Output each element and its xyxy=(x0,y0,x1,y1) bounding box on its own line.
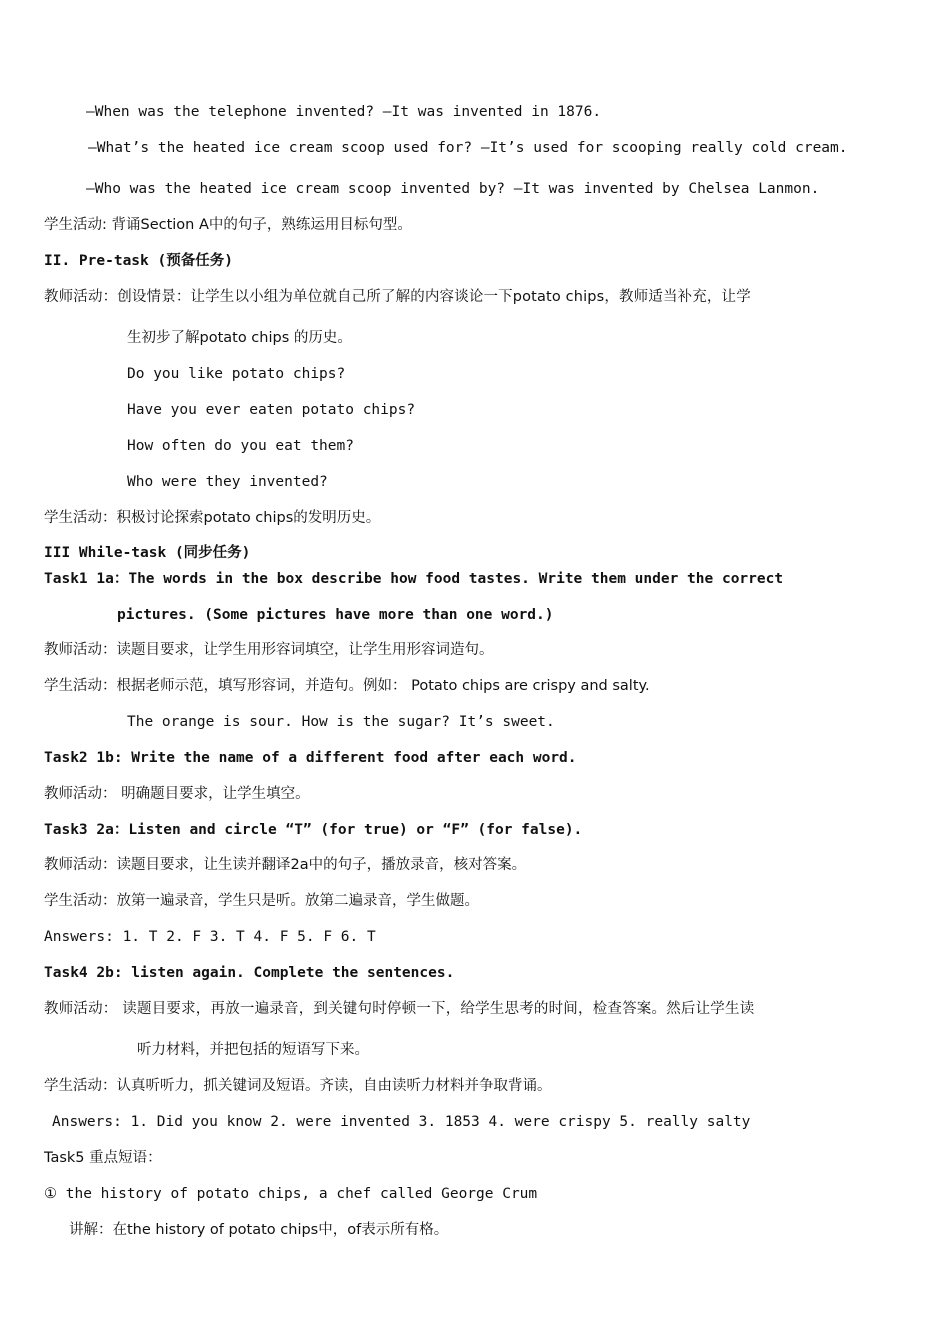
task5-heading: Task5 重点短语： xyxy=(44,1150,162,1166)
teacher-activity-situation: 教师活动：创设情景：让学生以小组为单位就自己所了解的内容谈论一下potato chips，教师适当补充，让学 xyxy=(44,289,751,305)
student-activity-task1: 学生活动：根据老师示范，填写形容词，并造句。例如： Potato chips are crispy and salty. xyxy=(44,678,650,694)
student-activity-task1-example: The orange is sour. How is the sugar? It’s sweet. xyxy=(127,714,555,730)
question-like-chips: Do you like potato chips? xyxy=(127,366,346,382)
question-who-invented: Who were they invented? xyxy=(127,474,328,490)
teacher-activity-task4: 教师活动： 读题目要求，再放一遍录音，到关键句时停顿一下，给学生思考的时间，检查答案。然后让学生读 xyxy=(44,1001,755,1017)
teacher-activity-task2: 教师活动： 明确题目要求，让学生填空。 xyxy=(44,786,310,802)
example-sentence-scoop-use: —What’s the heated ice cream scoop used for? —It’s used for scooping really cold cream. xyxy=(88,140,848,156)
task3-answers: Answers: 1. T 2. F 3. T 4. F 5. F 6. T xyxy=(44,929,376,945)
student-activity-discuss: 学生活动：积极讨论探索potato chips的发明历史。 xyxy=(44,510,381,526)
task1-heading: Task1 1a：The words in the box describe how food tastes. Write them under the correct xyxy=(44,571,784,587)
section-heading-pre-task: II. Pre-task (预备任务) xyxy=(44,253,233,269)
example-sentence-scoop-inventor: —Who was the heated ice cream scoop invented by? —It was invented by Chelsea Lanmon. xyxy=(86,181,820,197)
teacher-activity-task1: 教师活动：读题目要求，让学生用形容词填空，让学生用形容词造句。 xyxy=(44,642,494,658)
teacher-activity-task3: 教师活动：读题目要求，让生读并翻译2a中的句子，播放录音，核对答案。 xyxy=(44,857,527,873)
teacher-activity-situation-cont: 生初步了解potato chips 的历史。 xyxy=(127,330,352,346)
key-phrase-1: ① the history of potato chips, a chef called George Crum xyxy=(44,1186,538,1202)
teacher-activity-task4-cont: 听力材料，并把包括的短语写下来。 xyxy=(137,1042,369,1058)
task4-answers: Answers: 1. Did you know 2. were invented 3. 1853 4. were crispy 5. really salty xyxy=(52,1114,751,1130)
task3-heading: Task3 2a：Listen and circle “T” (for true) or “F” (for false). xyxy=(44,822,583,838)
student-activity-recite: 学生活动: 背诵Section A中的句子，熟练运用目标句型。 xyxy=(44,217,412,233)
task2-heading: Task2 1b: Write the name of a different food after each word. xyxy=(44,750,577,766)
task1-heading-cont: pictures. (Some pictures have more than one word.) xyxy=(117,607,554,623)
section-heading-while-task: III While-task (同步任务) xyxy=(44,545,251,561)
student-activity-task3: 学生活动：放第一遍录音，学生只是听。放第二遍录音，学生做题。 xyxy=(44,893,479,909)
task4-heading: Task4 2b: listen again. Complete the sentences. xyxy=(44,965,455,981)
student-activity-task4: 学生活动：认真听听力，抓关键词及短语。齐读，自由读听力材料并争取背诵。 xyxy=(44,1078,552,1094)
question-eaten-chips: Have you ever eaten potato chips? xyxy=(127,402,416,418)
key-phrase-1-explanation: 讲解：在the history of potato chips中，of表示所有格。 xyxy=(69,1222,449,1238)
question-how-often: How often do you eat them? xyxy=(127,438,354,454)
example-sentence-telephone: —When was the telephone invented? —It was invented in 1876. xyxy=(86,104,602,120)
